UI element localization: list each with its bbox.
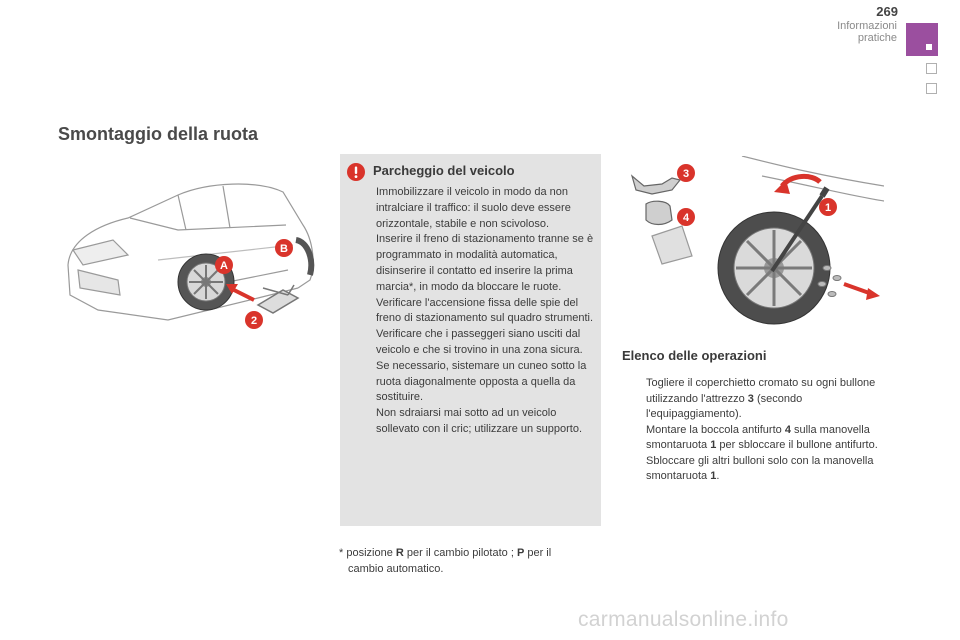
warning-box-title: Parcheggio del veicolo <box>373 163 515 178</box>
warning-box-text: Immobilizzare il veicolo in modo da non intralciare il traffico: il suolo deve essere orizzontale, stabile e non scivoloso. Inserire il freno di stazionamento tranne se è programmato in modalità automatica, disinserire il contatto ed inserire la prima marcia*, in modo da bloccare le ruote. Verificare l'accensione fissa delle spie del freno di stazionamento sul quadro strumenti. Verificare che i passeggeri siano usciti dal veicolo e che si trovino in una zona sicura. Se necessario, sistemare un cuneo sotto la ruota diagonalmente opposta a quella da sostituire. Non sdraiarsi mai sotto ad un veicolo sollevato con il cric; utilizzare un supporto. <box>376 186 594 435</box>
callout-1: 1 <box>824 202 832 214</box>
callout-a: A <box>220 260 228 272</box>
wheel-tools-illustration <box>622 156 884 330</box>
callout-2: 2 <box>250 315 258 327</box>
chapter-tab <box>906 23 938 56</box>
page-number: 269 <box>876 4 898 19</box>
callout-3: 3 <box>682 168 690 180</box>
warning-icon <box>347 163 365 181</box>
list-item: Montare la boccola antifurto 4 sulla manovella smontaruota 1 per sbloccare il bullone antifurto. <box>646 423 878 451</box>
page-title: Smontaggio della ruota <box>58 124 259 144</box>
footnote: * posizione R per il cambio pilotato ; P per il cambio automatico. <box>339 547 552 575</box>
footnote-star: * <box>339 547 344 559</box>
list-item: Sbloccare gli altri bulloni solo con la manovella smontaruota 1. <box>646 454 874 482</box>
callout-4: 4 <box>682 212 690 224</box>
nav-square-1 <box>926 63 937 74</box>
operations-title: Elenco delle operazioni <box>622 348 767 363</box>
nav-square-2 <box>926 83 937 94</box>
operations-list <box>622 376 880 485</box>
watermark: carmanualsonline.info <box>578 608 789 631</box>
list-item: Togliere il coperchietto cromato su ogni bullone utilizzando l'attrezzo 3 (secondo l'equipaggiamento). <box>646 377 876 420</box>
section-title: Informazioni pratiche <box>837 20 897 44</box>
chapter-tab-marker <box>926 44 932 50</box>
callout-b: B <box>280 243 288 255</box>
car-jack-illustration <box>58 170 320 335</box>
